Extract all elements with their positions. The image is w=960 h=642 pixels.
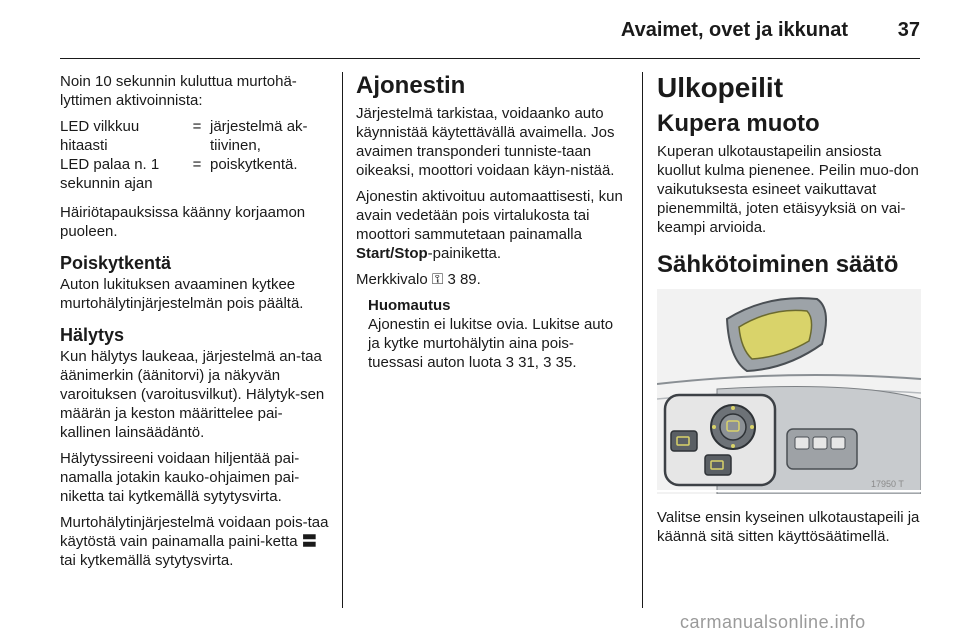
ajonestin-paragraph: Järjestelmä tarkistaa, voidaanko auto käynnistää käytettävällä avaimella. Jos avaimen transponderi tunniste-taan oikeaksi, moottori voidaan käyn-nistää. [356, 105, 615, 179]
halytys-paragraph: Hälytyssireeni voidaan hiljentää pai-namalla jotakin kauko-ohjaimen pai-niketta tai kytkemällä sytytysvirta. [60, 450, 300, 505]
heading-kupera-muoto: Kupera muoto [657, 110, 820, 137]
watermark: carmanualsonline.info [680, 612, 866, 632]
halytys-text: Murtohälytinjärjestelmä voidaan pois-taa käytöstä vain painamalla paini-ketta [60, 514, 329, 550]
table-cell: LED palaa n. 1 sekunnin ajan [60, 156, 160, 192]
heading-sahkotoiminen-saato: Sähkötoiminen säätö [657, 251, 899, 278]
table-row [60, 117, 330, 155]
halytys-paragraph: Kun hälytys laukeaa, järjestelmä an-taa äänimerkin (äänitorvi) ja näkyvän varoituksen (varoitusvilkut). Hälytyk-sen määrän ja keston määrittelee pai-kallinen lainsäädäntö. [60, 348, 325, 441]
ajonestin-text: Ajonestin aktivoituu automaattisesti, kun avain vedetään pois virtalukosta tai moottori sammutetaan painamalla [356, 188, 623, 243]
note-title: Huomautus [368, 297, 451, 314]
table-cell: poiskytkentä. [210, 156, 298, 173]
column-left [60, 72, 330, 577]
heading-halytys: Hälytys [60, 325, 125, 345]
halytys-text: tai kytkemällä sytytysvirta. [60, 552, 234, 569]
table-row [60, 155, 330, 193]
mirror-right-switch [705, 455, 731, 475]
intro-paragraph: Noin 10 sekunnin kuluttua murtohä-lyttimen aktivoinnista: [60, 73, 297, 109]
table-cell: järjestelmä ak-tiivinen, [210, 118, 308, 154]
column-middle [356, 72, 628, 372]
table-cell: = [192, 156, 202, 173]
image-code: 17950 T [871, 479, 904, 489]
heading-ajonestin: Ajonestin [356, 72, 466, 99]
kupera-paragraph: Kuperan ulkotaustapeilin ansiosta kuollut kulma pienenee. Peilin muo-don vaikutuksesta esineet vaikuttavat pienemmiltä, joten etäisyyksiä on vai-keampi arvioida. [657, 143, 919, 236]
halytys-paragraph [60, 513, 330, 570]
led-status-table [60, 117, 330, 193]
heading-ulkopeilit: Ulkopeilit [657, 72, 784, 103]
heading-poiskytkenta: Poiskytkentä [60, 253, 172, 273]
merkkivalo-paragraph [356, 270, 628, 289]
fault-paragraph: Häiriötapauksissa käänny korjaamon puoleen. [60, 204, 306, 240]
ajonestin-text: -painiketta. [427, 245, 502, 262]
merkkivalo-reference: 3 89. [447, 271, 481, 288]
start-stop-label: Start/Stop [356, 245, 428, 262]
column-right [657, 72, 925, 553]
poiskytkenta-paragraph: Auton lukituksen avaaminen kytkee murtohälytinjärjestelmän pois päältä. [60, 276, 304, 312]
merkkivalo-text: Merkkivalo [356, 271, 428, 288]
note-box [368, 296, 628, 372]
page-number: 37 [897, 19, 920, 41]
immobiliser-key-icon: ⚿ [431, 271, 444, 288]
table-cell: = [192, 118, 202, 135]
column-divider [642, 72, 643, 608]
mirror-adjustment-illustration [657, 289, 921, 494]
mirror-left-switch [671, 431, 697, 451]
column-divider [342, 72, 343, 608]
lock-button-icon: 〓 [301, 533, 316, 550]
header-rule [60, 58, 920, 59]
note-text: Ajonestin ei lukitse ovia. Lukitse auto ja kytke murtohälytin aina pois-tuessasi auton luota 3 31, 3 35. [368, 316, 614, 371]
ajonestin-paragraph [356, 187, 628, 263]
table-cell: LED vilkkuu hitaasti [60, 118, 140, 154]
saato-paragraph: Valitse ensin kyseinen ulkotaustapeili ja käännä sitä sitten käyttösäätimellä. [657, 509, 920, 545]
mirror-control-drawing [657, 289, 921, 494]
page-header-title: Avaimet, ovet ja ikkunat [620, 19, 848, 41]
